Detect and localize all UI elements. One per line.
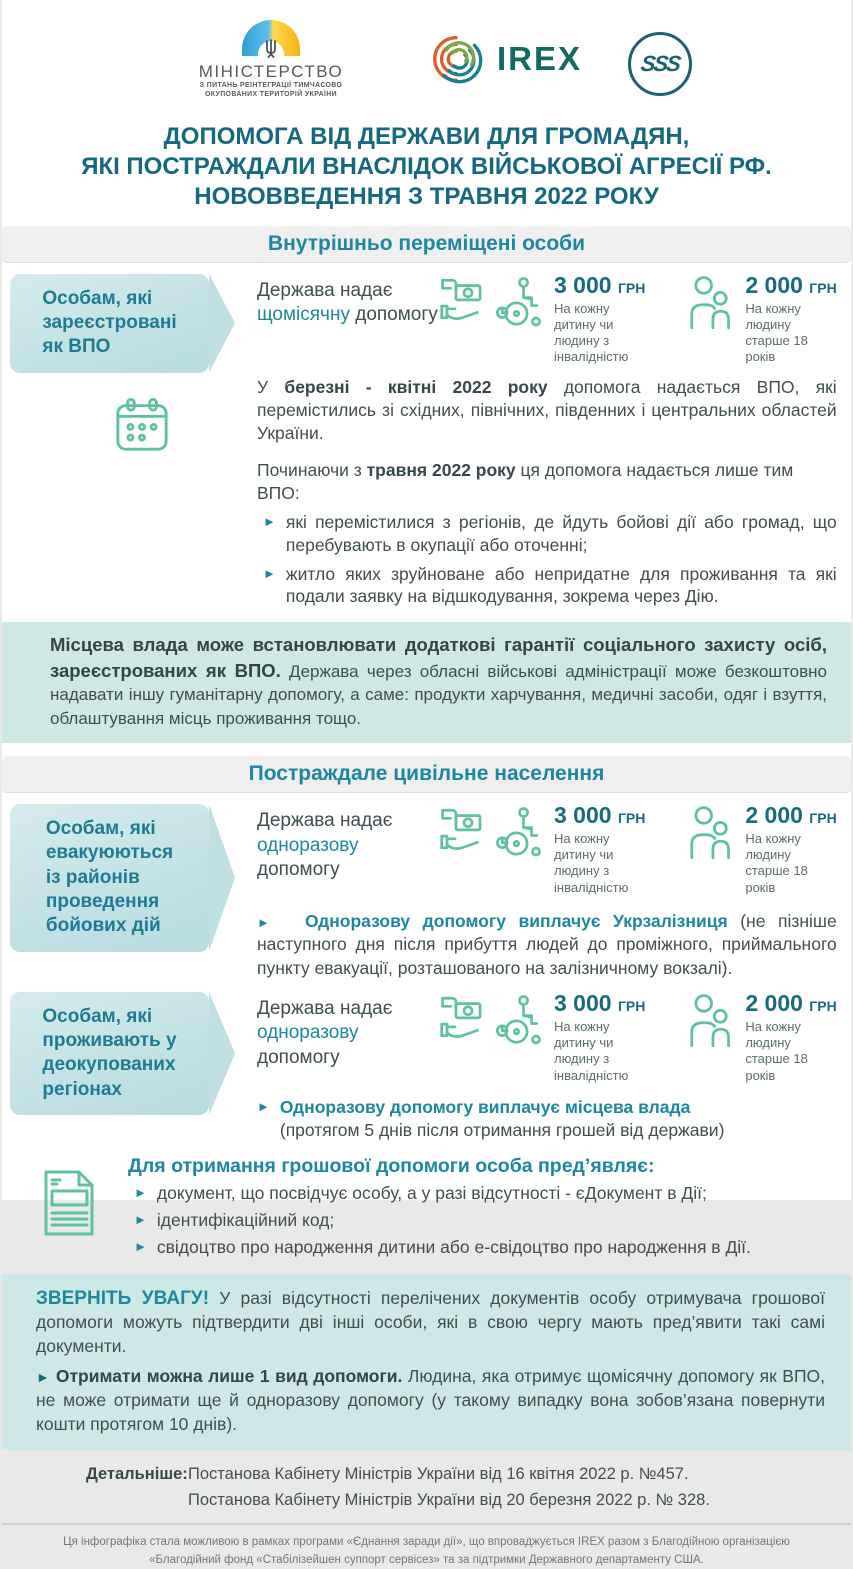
documents-item-1: документ, що посвідчує особу, а у разі відсутності - єДокумент в Дії; <box>156 1183 707 1204</box>
wheelchair-person-icon <box>496 274 544 330</box>
amount-value: 2 000 <box>745 801 803 828</box>
footer-divider <box>2 1523 851 1525</box>
details-lines <box>188 1462 710 1513</box>
callout-line: із районів <box>45 866 140 888</box>
idp-row <box>2 271 851 608</box>
title-line-2: ЯКІ ПОСТРАЖДАЛИ ВНАСЛІДОК ВІЙСЬКОВОЇ АГРЕСІЇ РФ. <box>81 153 772 181</box>
callout-deoccupied <box>10 992 209 1115</box>
attention-lead: ЗВЕРНІТЬ УВАГУ! <box>36 1287 210 1309</box>
caption-line: На кожну людину <box>745 300 801 332</box>
benefit-child-text <box>554 989 646 1084</box>
documents-content <box>128 1155 851 1258</box>
benefit-adult-text <box>745 801 837 896</box>
irex-wordmark: IREX <box>496 40 583 77</box>
wheelchair-person-icon <box>496 804 544 860</box>
idp-bullet-1-text: які перемістилися з регіонів, де йдуть бойові дії або громад, що перебувають в окупації або оточенні; <box>285 512 837 555</box>
currency-label: ГРН <box>809 997 837 1014</box>
logos-row <box>2 0 851 112</box>
note-bold: Місцева влада може встановлювати додаткові гарантії соціального захисту осіб, зареєстрованих як ВПО. <box>50 634 827 681</box>
deoccupied-left-col <box>10 992 257 1142</box>
provides-highlight: щомісячну <box>257 304 350 326</box>
title-line-3: НОВОВВЕДЕННЯ З ТРАВНЯ 2022 РОКУ <box>194 183 659 211</box>
documents-icon-col <box>10 1155 128 1258</box>
footer-credits <box>2 1534 851 1569</box>
documents-item-3: свідоцтво про народження дитини або е-свідоцтво про народження в Дії. <box>156 1236 751 1257</box>
caption-adult <box>745 1019 836 1084</box>
provides-suffix: допомогу <box>257 859 340 881</box>
local-authorities-note <box>2 622 851 743</box>
callout-line: як ВПО <box>42 336 111 358</box>
adult-child-icon <box>689 274 735 330</box>
attention-p1-text: У разі відсутності перелічених документів особу отримувача грошової допомоги можуть підтвердити дві інші особи, які в свою чергу мають пред’явити такі самі документи. <box>36 1287 825 1357</box>
caption-line: старше 18 років <box>745 863 808 895</box>
document-icon <box>42 1169 96 1237</box>
caption-line: На кожну людину <box>745 1018 801 1051</box>
p1-rest: допомога надається ВПО, які перемістились зі східних, північних, південних і центральних областей України. <box>257 376 837 444</box>
provides-line <box>257 834 439 883</box>
callout-line: регіонах <box>42 1078 122 1100</box>
amount-value: 3 000 <box>554 801 612 828</box>
caption-line: старше 18 років <box>745 1051 808 1083</box>
amount-value: 3 000 <box>554 989 612 1016</box>
caption-line: На кожну дитину чи <box>554 1018 614 1051</box>
benefit-child-text <box>554 801 646 896</box>
callout-line: Особам, які <box>42 1005 153 1027</box>
p1-bold: березні - квітні 2022 року <box>284 376 548 397</box>
bullet-triangle-icon: ► <box>134 1238 147 1254</box>
note-rest: Держава через обласні військові адміністрації може безкоштовно надавати іншу гуманітарну допомогу, а саме: продукти харчування, медичні засоби, одяг і взуття, облаштування місць проживання тощо. <box>50 661 827 728</box>
benefit-child <box>439 271 646 366</box>
benefit-child <box>439 801 646 896</box>
documents-bullet-1 <box>128 1182 831 1205</box>
amount-child <box>554 801 646 828</box>
documents-section <box>2 1155 851 1258</box>
currency-label: ГРН <box>617 279 646 296</box>
callout-registered-idp-text <box>42 287 176 360</box>
callout-evacuating <box>10 804 209 952</box>
evacuation-bullet-bold: Одноразову допомогу виплачує Укрзалізниця <box>304 910 728 931</box>
benefit-adult <box>689 989 837 1084</box>
amount-value: 2 000 <box>745 989 803 1016</box>
infographic-page <box>2 0 851 1566</box>
footer-line-2: «Благодійний фонд «Стабілізейшен суппорт сервісез» та за підтримки Державного департаменту США. <box>149 1553 704 1566</box>
evacuation-bullet <box>257 910 837 980</box>
title-line-1: ДОПОМОГА ВІД ДЕРЖАВИ ДЛЯ ГРОМАДЯН, <box>163 123 690 150</box>
caption-line: людину з інвалідністю <box>554 863 629 895</box>
deoccupied-bullet-bold: Одноразову допомогу виплачує місцева влада <box>279 1096 691 1117</box>
ministry-logo <box>161 20 381 99</box>
provides-suffix: допомогу <box>257 1047 340 1069</box>
idp-provides <box>257 274 439 328</box>
deoccupied-bullet <box>257 1096 837 1142</box>
currency-label: ГРН <box>809 279 837 296</box>
caption-child <box>554 1019 645 1084</box>
provides-highlight: одноразову <box>257 834 359 856</box>
details-block <box>2 1462 851 1513</box>
caption-line: людину з інвалідністю <box>554 333 629 365</box>
benefit-adult <box>689 271 837 366</box>
adult-child-icon <box>689 992 735 1048</box>
provides-highlight: одноразову <box>257 1022 359 1044</box>
callout-line: проживають у <box>42 1030 177 1052</box>
evacuation-content <box>257 801 853 980</box>
caption-child <box>554 301 645 366</box>
amount-adult <box>745 271 837 298</box>
deoccupied-content <box>257 989 853 1142</box>
benefit-adult-text <box>745 271 837 366</box>
amount-value: 2 000 <box>745 271 803 298</box>
documents-bullet-2 <box>128 1209 831 1232</box>
footer-line-1: Ця інфографіка стала можливою в рамках програми «Єднання заради дії», що впроваджується IREX разом з Благодійною організацією <box>63 1536 790 1549</box>
callout-line: Особам, які <box>42 287 153 309</box>
p2-bold: травня 2022 року <box>366 459 516 480</box>
bullet-triangle-icon: ► <box>134 1212 147 1228</box>
attention-p2-rest: Людина, яка отримує щомісячну допомогу як ВПО, не може отримати ще й одноразову допомогу (у такому випадку вона зобов’язана повернути кошти протягом 10 днів). <box>36 1365 825 1434</box>
attention-paragraph-2 <box>36 1365 825 1436</box>
p1-pre: У <box>257 376 285 397</box>
attention-paragraph-1 <box>36 1286 825 1359</box>
caption-line: старше 18 років <box>745 333 808 365</box>
idp-bullet-2-text: житло яких зруйноване або непридатне для проживання та які подали заявку на відшкодування, зокрема через Дію. <box>285 563 837 607</box>
trident-icon <box>264 39 278 58</box>
deoccupied-provides <box>257 992 439 1071</box>
benefit-child-text <box>554 271 646 366</box>
documents-bullet-3 <box>128 1236 831 1259</box>
documents-item-2: ідентифікаційний код; <box>156 1210 335 1231</box>
amount-value: 3 000 <box>554 271 612 298</box>
amount-child <box>554 989 646 1016</box>
p2-rest: ця допомога надається лише тим ВПО: <box>257 459 794 503</box>
currency-label: ГРН <box>617 809 646 826</box>
provides-prefix: Держава надає <box>257 809 393 831</box>
amount-child <box>554 271 646 298</box>
hands-money-icon <box>439 274 489 324</box>
sss-logo <box>628 32 692 96</box>
caption-line: На кожну людину <box>745 830 801 863</box>
caption-adult <box>745 831 836 896</box>
bullet-triangle-icon: ► <box>263 514 276 530</box>
provides-line <box>257 303 439 328</box>
caption-line: На кожну дитину чи <box>554 830 614 863</box>
callout-line: зареєстровані <box>42 312 177 334</box>
ministry-subtitle-2: ОКУПОВАНИХ ТЕРИТОРІЙ УКРАЇНИ <box>204 90 337 98</box>
evacuation-bullet-rest: (не пізніше наступного дня після прибуття людей до проміжного, приймального пункту евакуації, розташованого на залізничному вокзалі). <box>257 910 837 978</box>
caption-child <box>554 831 645 896</box>
idp-bullet-1 <box>257 511 837 557</box>
documents-heading: Для отримання грошової допомоги особа пред’являє: <box>128 1155 655 1178</box>
benefit-adult <box>689 801 837 896</box>
irex-logo <box>427 20 582 90</box>
details-line-2: Постанова Кабінету Міністрів України від 20 березня 2022 р. № 328. <box>188 1490 710 1509</box>
callout-line: деокупованих <box>42 1054 176 1076</box>
caption-line: На кожну дитину чи <box>554 300 614 332</box>
idp-left-col <box>10 274 257 608</box>
callout-line: проведення <box>45 890 160 912</box>
deoccupied-row <box>2 989 851 1142</box>
callout-deoccupied-text <box>42 1005 176 1102</box>
idp-bullet-2 <box>257 563 837 609</box>
callout-registered-idp <box>10 274 209 373</box>
bullet-triangle-icon: ► <box>36 1368 50 1385</box>
caption-adult <box>745 301 836 366</box>
section-header-civilians: Постраждале цивільне населення <box>2 756 851 792</box>
provides-prefix: Держава надає <box>257 997 393 1019</box>
callout-line: бойових дій <box>45 915 161 937</box>
callout-line: евакуюються <box>45 842 174 864</box>
evacuation-row <box>2 801 851 980</box>
idp-content <box>257 271 853 608</box>
ministry-subtitle-1: З ПИТАНЬ РЕІНТЕГРАЦІЇ ТИМЧАСОВО <box>199 81 343 89</box>
ministry-arch-icon <box>242 20 300 58</box>
callout-line: Особам, які <box>45 817 156 839</box>
provides-line <box>257 1021 439 1070</box>
amount-adult <box>745 989 837 1016</box>
amount-adult <box>745 801 837 828</box>
evacuation-provides-row <box>257 801 837 896</box>
provides-prefix: Держава надає <box>257 279 393 301</box>
hands-money-icon <box>439 992 489 1042</box>
wheelchair-person-icon <box>496 992 544 1048</box>
adult-child-icon <box>689 804 735 860</box>
bullet-triangle-icon: ► <box>134 1185 147 1201</box>
page-title <box>2 122 851 213</box>
details-label: Детальніше: <box>86 1465 188 1484</box>
attention-p2-bold: Отримати можна лише 1 вид допомоги. <box>55 1365 403 1386</box>
provides-suffix: допомогу <box>349 304 438 326</box>
section-header-idp: Внутрішньо переміщені особи <box>2 226 851 262</box>
idp-paragraph-1 <box>257 376 837 446</box>
deoccupied-bullet-text <box>280 1096 837 1142</box>
benefit-adult-text <box>745 989 837 1084</box>
ministry-name: МІНІСТЕРСТВО <box>198 62 344 81</box>
caption-line: людину з інвалідністю <box>554 1051 629 1083</box>
bullet-triangle-icon: ► <box>257 1098 270 1114</box>
idp-paragraph-2 <box>257 459 837 506</box>
evacuation-provides <box>257 804 439 883</box>
attention-band <box>2 1274 851 1451</box>
callout-evacuating-text <box>46 817 173 939</box>
calendar-icon <box>114 397 170 453</box>
benefit-child <box>439 989 646 1084</box>
irex-mark-icon <box>427 28 489 90</box>
details-line-1: Постанова Кабінету Міністрів України від 16 квітня 2022 р. №457. <box>188 1465 689 1484</box>
deoccupied-provides-row <box>257 989 837 1084</box>
bullet-triangle-icon: ► <box>257 914 270 930</box>
hands-money-icon <box>439 804 489 854</box>
bullet-triangle-icon: ► <box>263 565 276 581</box>
idp-provides-row <box>257 271 837 366</box>
currency-label: ГРН <box>617 997 646 1014</box>
currency-label: ГРН <box>809 809 837 826</box>
deoccupied-bullet-rest: (протягом 5 днів після отримання грошей від держави) <box>279 1119 725 1140</box>
sss-wordmark: SSS <box>639 51 681 76</box>
p2-pre: Починаючи з <box>257 459 367 480</box>
evacuation-left-col <box>10 804 257 980</box>
